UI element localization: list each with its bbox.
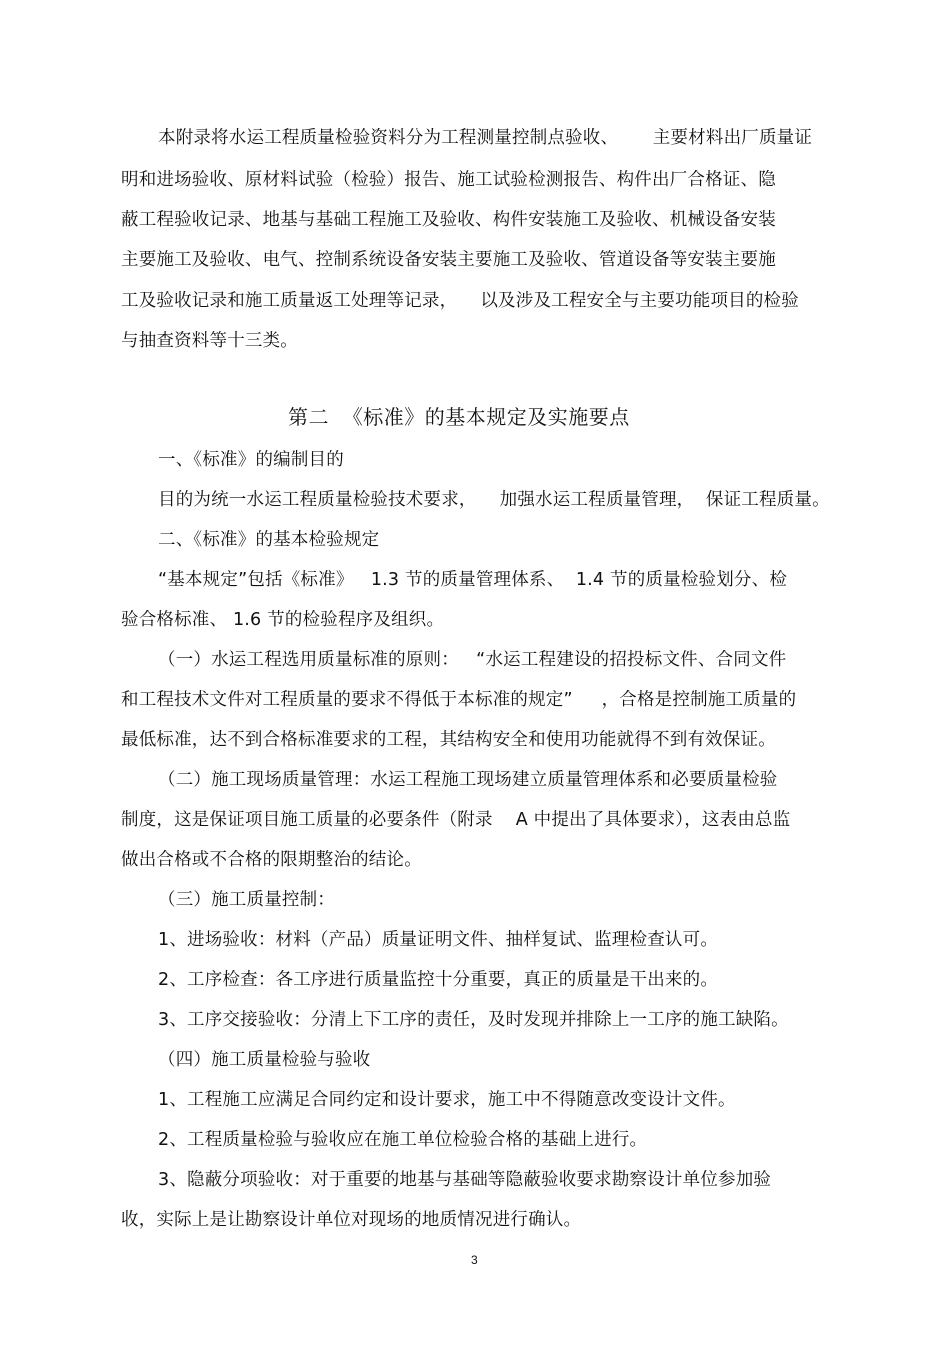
section-heading: 第二 《标准》的基本规定及实施要点 xyxy=(288,405,630,429)
body-line: 收，实际上是让勘察设计单位对现场的地质情况进行确认。 xyxy=(121,1210,582,1230)
body-line: 最低标准，达不到合格标准要求的工程，其结构安全和使用功能就得不到有效保证。 xyxy=(121,730,776,750)
list-item: 1、工程施工应满足合同约定和设计要求，施工中不得随意改变设计文件。 xyxy=(158,1090,736,1110)
intro-line-2: 明和进场验收、原材料试验（检验）报告、施工试验检测报告、构件出厂合格证、隐 xyxy=(121,170,776,190)
body-line: （四）施工质量检验与验收 xyxy=(158,1050,371,1070)
list-item: 3、工序交接验收：分清上下工序的责任，及时发现并排除上一工序的施工缺陷。 xyxy=(158,1010,789,1030)
list-item: 3、隐蔽分项验收：对于重要的地基与基础等隐蔽验收要求勘察设计单位参加验 xyxy=(158,1170,772,1190)
body-line: 目的为统一水运工程质量检验技术要求， 加强水运工程质量管理， 保证工程质量。 xyxy=(158,490,830,510)
intro-line-5: 工及验收记录和施工质量返工处理等记录， 以及涉及工程安全与主要功能项目的检验 xyxy=(121,291,799,311)
body-line: 验合格标准、 1.6 节的检验程序及组织。 xyxy=(121,610,445,630)
list-item: 2、工序检查：各工序进行质量监控十分重要，真正的质量是干出来的。 xyxy=(158,970,719,990)
body-line: （一）水运工程选用质量标准的原则： “水运工程建设的招投标文件、合同文件 xyxy=(158,650,787,670)
body-line: 制度，这是保证项目施工质量的必要条件（附录 A 中提出了具体要求），这表由总监 xyxy=(121,810,791,830)
list-item: 2、工程质量检验与验收应在施工单位检验合格的基础上进行。 xyxy=(158,1130,648,1150)
body-line: “基本规定”包括《标准》 1.3 节的质量管理体系、 1.4 节的质量检验划分、检 xyxy=(158,570,788,590)
body-line: 和工程技术文件对工程质量的要求不得低于本标准的规定” ，合格是控制施工质量的 xyxy=(121,690,797,710)
intro-line-6: 与抽查资料等十三类。 xyxy=(121,331,298,351)
list-item: 1、进场验收：材料（产品）质量证明文件、抽样复试、监理检查认可。 xyxy=(158,930,719,950)
body-line: （三）施工质量控制： xyxy=(158,890,335,910)
intro-line-4: 主要施工及验收、电气、控制系统设备安装主要施工及验收、管道设备等安装主要施 xyxy=(121,250,776,270)
body-line: 做出合格或不合格的限期整治的结论。 xyxy=(121,850,422,870)
subheading-purpose: 一、《标准》的编制目的 xyxy=(158,450,344,470)
subheading-basic-rules: 二、《标准》的基本检验规定 xyxy=(158,530,380,550)
intro-line-3: 蔽工程验收记录、地基与基础工程施工及验收、构件安装施工及验收、机械设备安装 xyxy=(121,210,776,230)
intro-line-1: 本附录将水运工程质量检验资料分为工程测量控制点验收、 主要材料出厂质量证 xyxy=(158,128,813,148)
page-number: 3 xyxy=(471,1253,478,1267)
body-line: （二）施工现场质量管理：水运工程施工现场建立质量管理体系和必要质量检验 xyxy=(158,770,778,790)
